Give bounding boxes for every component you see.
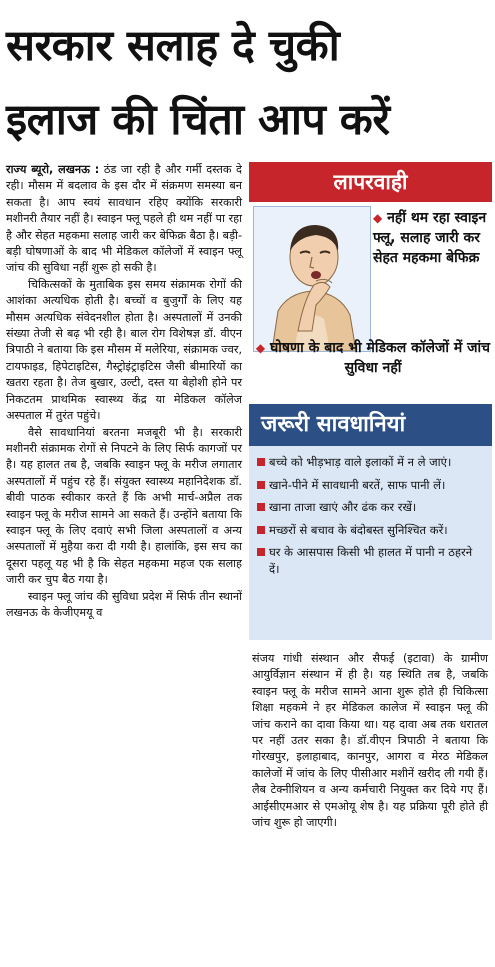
- red-square-icon: [257, 548, 265, 556]
- red-square-icon: [257, 503, 265, 511]
- article-paragraph-1: [6, 162, 242, 277]
- sidebar-bullet-1-text: नहीं थम रहा स्वाइन फ्लू, सलाह जारी कर सेहत महकमा बेफिक्र: [373, 210, 487, 266]
- precaution-item: [257, 522, 485, 539]
- red-square-icon: [257, 526, 265, 534]
- article-left-column: [6, 162, 242, 621]
- sidebar-negligence: [249, 162, 492, 398]
- precaution-text: मच्छरों से बचाव के बंदोबस्त सुनिश्चित करें।: [269, 522, 448, 537]
- precaution-text: खाना ताजा खाएं और ढंक कर रखें।: [269, 500, 417, 514]
- article-paragraph-2: चिकित्सकों के मुताबिक इस समय संक्रामक रोगों की आशंका अत्यधिक होती है। बच्चों व बुजुर्गों के लिए यह मौसम अत्यधिक संवेदनशील होता है। अस्पतालों में उनकी संख्या तेजी से बढ़ भी रही है। बाल रोग विशेषज्ञ डॉ. वीएन त्रिपाठी ने बताया कि इस मौसम में मलेरिया, संक्रामक ज्वर, टायफाइड, हिपेटाइटिस, गैस्ट्रोइंट्राइटिस जैसी बीमारियों का खतरा रहता है। तेज बुखार, उल्टी, दस्त या बेहोशी होने पर निकटतम प्राथमिक स्वास्थ्य केंद्र या मेडिकल कॉलेज अस्पताल में तुरंत पहुंचे।: [6, 277, 242, 423]
- article-right-column: [252, 651, 488, 831]
- red-square-icon: [257, 458, 265, 466]
- diamond-icon: ◆: [255, 341, 266, 355]
- precaution-text: खाने-पीने में सावधानी बरतें, साफ पानी लें।: [269, 477, 446, 492]
- sidebar-negligence-header: [249, 162, 492, 202]
- precautions-list: [257, 454, 485, 583]
- article-paragraph-3: वैसे सावधानियां बरतना मजबूरी भी है। सरकारी मशीनरी संक्रामक रोगों से निपटने के लिए सिर्फ कागजों पर है। यह हालत तब है, जबकि स्वाइन फ्लू के मरीज लगातार अस्पतालों में पहुंच रहे हैं। संयुक्त स्वास्थ्य महानिदेशक डॉ. बीवी पाठक स्वीकार करते हैं कि अभी मार्च-अप्रैल तक स्वाइन फ्लू के मरीज सामने आ सकते हैं। उन्होंने बताया कि स्वाइन फ्लू के लिए दवाएं सभी जिला अस्पतालों व अन्य अस्पतालों में मुहैया करा दी गयी है। हालांकि, इस सच का दूसरा पहलू यह भी है कि सेहत महकमा महज एक सलाह जारी कर चुप बैठ गया है।: [6, 425, 242, 587]
- sidebar-bullet-2: [255, 338, 491, 378]
- sidebar-negligence-title: लापरवाही: [333, 170, 408, 194]
- article-p1-text: ठंड जा रही है और गर्मी दस्तक दे रही। मौसम में बदलाव के इस दौर में संक्रमण समस्या बन सकता है। आप स्वयं सावधान रहिए क्योंकि सरकारी मशीनरी तैयार नहीं है। स्वाइन फ्लू पहले ही थम नहीं पा रहा है और सेहत महकमा सलाह जारी कर बेफिक्र बैठा है। बड़ी-बड़ी घोषणाओं के बाद भी मेडिकल कॉलेजों में स्वाइन फ्लू जांच की सुविधा नहीं शुरू हो सकी है।: [6, 163, 242, 275]
- headline-line-2: इलाज की चिंता आप करें: [6, 95, 390, 145]
- precaution-item: [257, 544, 485, 577]
- precaution-text: घर के आसपास किसी भी हालत में पानी न ठहरने दें।: [269, 545, 473, 576]
- sidebar-bullet-1: [373, 208, 491, 268]
- sidebar-precautions: [249, 404, 492, 640]
- diamond-icon: ◆: [373, 211, 383, 225]
- article-paragraph-4: स्वाइन फ्लू जांच की सुविधा प्रदेश में सिर्फ तीन स्थानों लखनऊ के केजीएमयू व: [6, 589, 242, 619]
- headline: [0, 0, 495, 160]
- sidebar-precautions-title: जरूरी सावधानियां: [261, 412, 406, 437]
- article-right-paragraph: संजय गांधी संस्थान और सैफई (इटावा) के ग्रामीण आयुर्विज्ञान संस्थान में ही है। यह स्थिति तब है, जबकि स्वाइन फ्लू के मरीज सामने आना शुरू होते ही चिकित्सा शिक्षा महकमे ने हर मेडिकल कालेज में स्वाइन फ्लू की जांच कराने का दावा किया था। यह दावा अब तक धरातल पर नहीं उतर सका है। डॉ.वीएन त्रिपाठी ने बताया कि गोरखपुर, इलाहाबाद, कानपुर, आगरा व मेरठ मेडिकल कालेजों में जांच के लिए पीसीआर मशीनें खरीद ली गयी हैं। लैब टेक्नीशियन व अन्य कर्मचारी नियुक्त कर दिये गए हैं। आईसीएमआर से एमओयू शेष है। यह प्रक्रिया पूरी होते ही जांच शुरू हो जाएगी।: [252, 652, 488, 830]
- red-square-icon: [257, 481, 265, 489]
- precaution-item: [257, 454, 485, 471]
- sidebar-bullet-2-text: घोषणा के बाद भी मेडिकल कॉलेजों में जांच सुविधा नहीं: [270, 340, 491, 376]
- headline-line-1: सरकार सलाह दे चुकी: [6, 21, 340, 71]
- byline: राज्य ब्यूरो, लखनऊ :: [6, 163, 100, 176]
- precaution-item: [257, 499, 485, 516]
- coughing-man-illustration-icon: [253, 206, 371, 352]
- precaution-item: [257, 477, 485, 494]
- sidebar-precautions-header: [249, 404, 492, 446]
- precaution-text: बच्चे को भीड़भाड़ वाले इलाकों में न ले जाएं।: [269, 455, 452, 469]
